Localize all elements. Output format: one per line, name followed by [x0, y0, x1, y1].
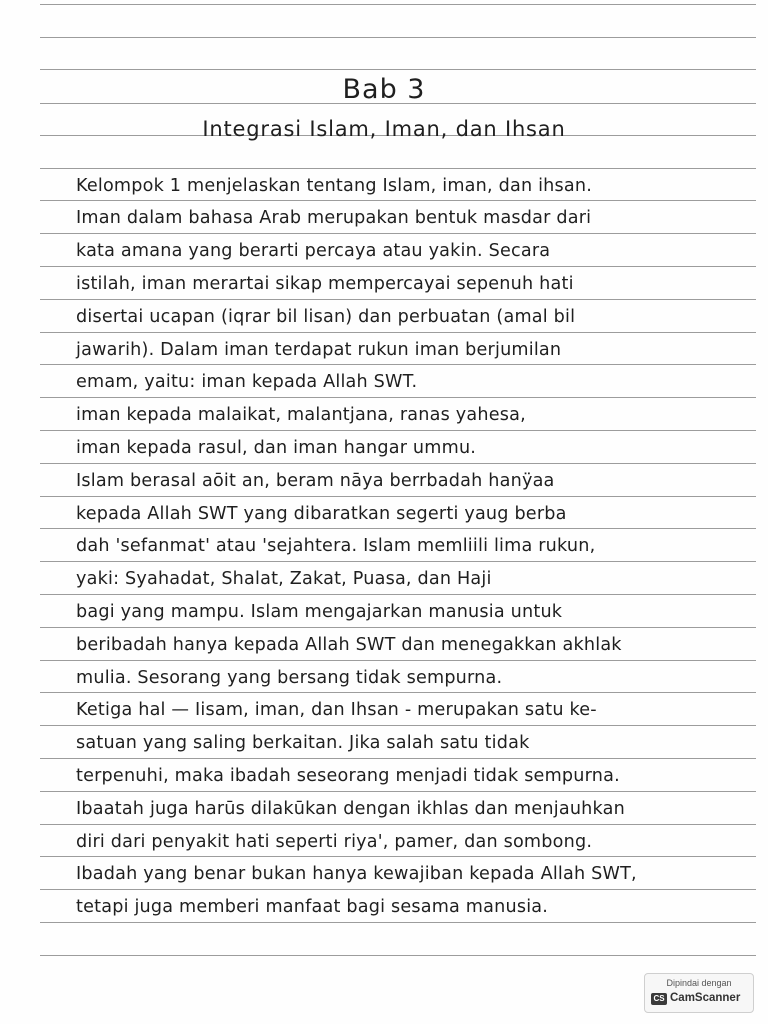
- body-line: Ibaatah juga harūs dilakūkan dengan ikhlas dan menjauhkan: [76, 799, 625, 819]
- body-line: beribadah hanya kepada Allah SWT dan menegakkan akhlak: [76, 635, 622, 655]
- ruled-line: [40, 692, 756, 693]
- camscanner-watermark: [644, 973, 754, 1013]
- body-line: istilah, iman merartai sikap mempercayai sepenuh hati: [76, 274, 574, 294]
- ruled-line: [40, 397, 756, 398]
- chapter-title: Bab 3: [342, 74, 426, 105]
- body-line: Ketiga hal — Iisam, iman, dan Ihsan - merupakan satu ke-: [76, 700, 597, 720]
- ruled-line: [40, 168, 756, 169]
- body-line: mulia. Sesorang yang bersang tidak sempurna.: [76, 668, 503, 688]
- body-line: tetapi juga memberi manfaat bagi sesama manusia.: [76, 897, 549, 917]
- body-line: Ibadah yang benar bukan hanya kewajiban kepada Allah SWT,: [76, 864, 637, 884]
- ruled-line: [40, 299, 756, 300]
- body-line: terpenuhi, maka ibadah seseorang menjadi tidak sempurna.: [76, 766, 620, 786]
- body-line: yaki: Syahadat, Shalat, Zakat, Puasa, dan Haji: [76, 569, 492, 589]
- body-line: Kelompok 1 menjelaskan tentang Islam, iman, dan ihsan.: [76, 176, 593, 196]
- ruled-line: [40, 364, 756, 365]
- ruled-line: [40, 594, 756, 595]
- body-line: dah 'sefanmat' atau 'sejahtera. Islam memliili lima rukun,: [76, 536, 596, 556]
- ruled-line: [40, 725, 756, 726]
- ruled-line: [40, 332, 756, 333]
- ruled-line: [40, 660, 756, 661]
- watermark-caption: Dipindai dengan: [666, 978, 732, 988]
- ruled-line: [40, 463, 756, 464]
- camscanner-logo-icon: CS: [651, 993, 667, 1005]
- body-line: kata amana yang berarti percaya atau yakin. Secara: [76, 241, 551, 261]
- ruled-line: [40, 496, 756, 497]
- ruled-line: [40, 791, 756, 792]
- body-line: bagi yang mampu. Islam mengajarkan manusia untuk: [76, 602, 563, 622]
- ruled-line: [40, 37, 756, 38]
- ruled-line: [40, 233, 756, 234]
- ruled-line: [40, 627, 756, 628]
- chapter-subtitle: Integrasi Islam, Iman, dan Ihsan: [202, 117, 566, 141]
- body-line: Iman dalam bahasa Arab merupakan bentuk masdar dari: [76, 208, 592, 228]
- ruled-line: [40, 69, 756, 70]
- ruled-line: [40, 200, 756, 201]
- ruled-line: [40, 922, 756, 923]
- body-line: diri dari penyakit hati seperti riya', pamer, dan sombong.: [76, 832, 593, 852]
- body-line: iman kepada rasul, dan iman hangar ummu.: [76, 438, 477, 458]
- ruled-line: [40, 758, 756, 759]
- body-line: kepada Allah SWT yang dibaratkan segerti yaug berba: [76, 504, 567, 524]
- body-line: satuan yang saling berkaitan. Jika salah satu tidak: [76, 733, 530, 753]
- body-line: jawarih). Dalam iman terdapat rukun iman berjumilan: [76, 340, 562, 360]
- ruled-line: [40, 4, 756, 5]
- ruled-line: [40, 856, 756, 857]
- watermark-brand: CamScanner: [670, 992, 741, 1004]
- ruled-line: [40, 430, 756, 431]
- ruled-line: [40, 266, 756, 267]
- body-line: emam, yaitu: iman kepada Allah SWT.: [76, 372, 418, 392]
- ruled-line: [40, 561, 756, 562]
- body-line: disertai ucapan (iqrar bil lisan) dan perbuatan (amal bil: [76, 307, 576, 327]
- body-line: Islam berasal aōit an, beram nāya berrbadah hanÿaa: [76, 471, 555, 491]
- body-line: iman kepada malaikat, malantjana, ranas yahesa,: [76, 405, 526, 425]
- ruled-line: [40, 955, 756, 956]
- ruled-line: [40, 889, 756, 890]
- ruled-line: [40, 528, 756, 529]
- ruled-line: [40, 824, 756, 825]
